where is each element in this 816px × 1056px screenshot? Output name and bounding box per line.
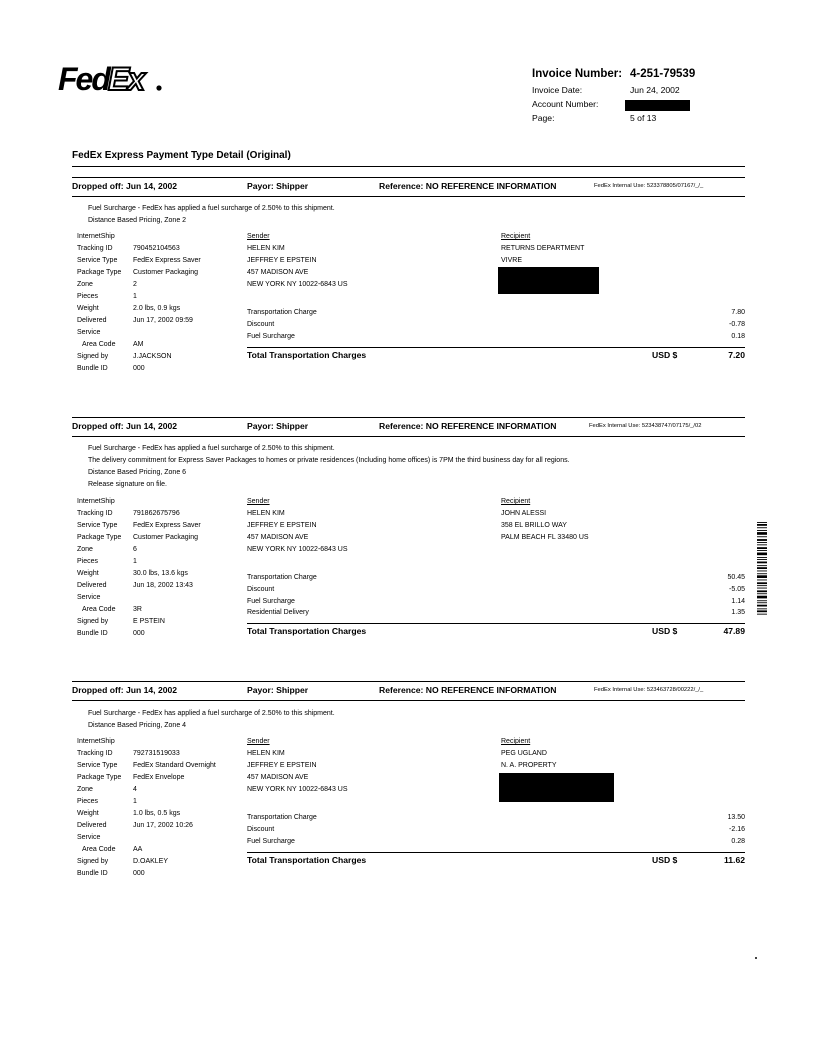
internetship-label: InternetShip [77, 233, 115, 240]
service-type: FedEx Standard Overnight [133, 762, 216, 769]
charge-row [247, 319, 745, 331]
zone: 6 [133, 546, 137, 553]
tracking-id: 792731519033 [133, 750, 180, 757]
zone-label: Zone [77, 786, 93, 793]
charge-label: Fuel Surcharge [247, 333, 295, 340]
stray-mark [755, 957, 757, 959]
section-subrule [72, 436, 745, 437]
sender-line: JEFFREY E EPSTEIN [247, 257, 317, 264]
barcode-bar [757, 544, 767, 545]
service-type-label: Service Type [77, 522, 118, 529]
charge-label: Discount [247, 321, 275, 328]
charge-label: Fuel Surcharge [247, 838, 295, 845]
service-type: FedEx Express Saver [133, 522, 201, 529]
page-row [532, 113, 732, 127]
weight: 30.0 lbs, 13.6 kgs [133, 570, 188, 577]
package-type: FedEx Envelope [133, 774, 185, 781]
package-type: Customer Packaging [133, 534, 198, 541]
barcode-bar [757, 547, 767, 549]
total-row [247, 623, 745, 637]
barcode [757, 522, 767, 616]
sender-line: JEFFREY E EPSTEIN [247, 762, 317, 769]
currency-label: USD $ [652, 626, 678, 636]
charge-label: Fuel Surcharge [247, 598, 295, 605]
delivered: Jun 17, 2002 09:59 [133, 317, 193, 324]
title-rule [72, 166, 745, 167]
recipient-line: RETURNS DEPARTMENT [501, 245, 585, 252]
internetship-label: InternetShip [77, 498, 115, 505]
invoice-date-label: Invoice Date: [532, 85, 583, 95]
area-code: AM [133, 341, 144, 348]
total-amount: 47.89 [723, 626, 745, 636]
service-type: FedEx Express Saver [133, 257, 201, 264]
shipment-notes [88, 443, 570, 491]
bundle-id: 000 [133, 365, 145, 372]
shipment-notes [88, 203, 335, 227]
charge-row [247, 836, 745, 848]
note-line: Distance Based Pricing, Zone 6 [88, 469, 187, 476]
package-type-label: Package Type [77, 774, 122, 781]
sender-line: HELEN KIM [247, 245, 285, 252]
reference: Reference: NO REFERENCE INFORMATION [379, 181, 557, 191]
recipient-block [501, 231, 584, 267]
sender-label: Sender [247, 738, 270, 745]
note-line: Release signature on file. [88, 481, 167, 488]
note-line: Distance Based Pricing, Zone 4 [88, 722, 187, 729]
sender-label: Sender [247, 498, 270, 505]
total-label: Total Transportation Charges [247, 855, 367, 865]
reference: Reference: NO REFERENCE INFORMATION [379, 685, 557, 695]
recipient-line: JOHN ALESSI [501, 510, 547, 517]
barcode-bar [757, 590, 767, 592]
sender-line: NEW YORK NY 10022-6843 US [247, 281, 348, 288]
service-type-label: Service Type [77, 257, 118, 264]
section-header [72, 681, 745, 699]
total-row [247, 347, 745, 361]
dropped-off: Dropped off: Jun 14, 2002 [72, 181, 178, 191]
pieces: 1 [133, 798, 137, 805]
internetship-label: InternetShip [77, 738, 115, 745]
recipient-block [501, 496, 589, 544]
recipient-line: 358 EL BRILLO WAY [501, 522, 567, 529]
barcode-bar [757, 557, 767, 558]
barcode-bar [757, 567, 767, 569]
currency-label: USD $ [652, 350, 678, 360]
invoice-number-label: Invoice Number: [532, 68, 623, 80]
signed-by: D.OAKLEY [133, 858, 169, 865]
sender-line: JEFFREY E EPSTEIN [247, 522, 317, 529]
section-header [72, 177, 745, 195]
zone: 4 [133, 786, 137, 793]
pieces-label: Pieces [77, 558, 99, 565]
area-code-label: Area Code [82, 341, 116, 348]
weight-label: Weight [77, 305, 99, 312]
payor: Payor: Shipper [247, 181, 309, 191]
barcode-bar [757, 600, 767, 601]
charge-label: Residential Delivery [247, 609, 309, 616]
package-type-label: Package Type [77, 534, 122, 541]
recipient-label: Recipient [501, 233, 531, 240]
total-amount: 11.62 [723, 855, 745, 865]
charge-row [247, 572, 745, 584]
service-type-label: Service Type [77, 762, 118, 769]
tracking-label: Tracking ID [77, 510, 113, 517]
total-label: Total Transportation Charges [247, 626, 367, 636]
shipment-section [72, 681, 745, 881]
charge-row [247, 584, 745, 596]
barcode-bar [757, 573, 767, 574]
charge-label: Discount [247, 826, 275, 833]
note-line: Fuel Surcharge - FedEx has applied a fuel surcharge of 2.50% to this shipment. [88, 205, 335, 212]
weight-label: Weight [77, 570, 99, 577]
total-rule [247, 852, 745, 853]
charges-list [247, 572, 745, 619]
barcode-bar [757, 524, 767, 526]
invoice-date-row [532, 85, 732, 99]
charge-amount: 7.80 [731, 309, 745, 316]
shipment-section [72, 177, 745, 377]
delivered: Jun 17, 2002 10:26 [133, 822, 193, 829]
sender-line: HELEN KIM [247, 510, 285, 517]
charge-row [247, 812, 745, 824]
zone: 2 [133, 281, 137, 288]
bundle-id-label: Bundle ID [77, 365, 108, 372]
sender-line: 457 MADISON AVE [247, 534, 309, 541]
bundle-id: 000 [133, 870, 145, 877]
recipient-line: PEG UGLAND [501, 750, 547, 757]
barcode-bar [757, 585, 767, 586]
recipient-line: PALM BEACH FL 33480 US [501, 534, 589, 541]
barcode-bar [757, 550, 767, 551]
service-label: Service [77, 834, 101, 841]
charge-row [247, 331, 745, 343]
area-code: 3R [133, 606, 142, 613]
sender-block [247, 231, 348, 291]
page-title: FedEx Express Payment Type Detail (Original) [72, 150, 291, 161]
delivered: Jun 18, 2002 13:43 [133, 582, 193, 589]
barcode-bar [757, 596, 767, 599]
note-line: Fuel Surcharge - FedEx has applied a fuel surcharge of 2.50% to this shipment. [88, 445, 335, 452]
shipment-section [72, 417, 745, 647]
recipient-block [501, 736, 557, 772]
internal-use: FedEx Internal Use: 523378805/07167/_/_ [594, 183, 704, 189]
total-amount: 7.20 [728, 350, 745, 360]
currency-label: USD $ [652, 855, 678, 865]
package-type-label: Package Type [77, 269, 122, 276]
tracking-label: Tracking ID [77, 245, 113, 252]
charge-row [247, 824, 745, 836]
signed-by-label: Signed by [77, 858, 109, 865]
package-type: Customer Packaging [133, 269, 198, 276]
pieces-label: Pieces [77, 798, 99, 805]
recipient-address-redaction [499, 773, 614, 802]
barcode-bar [757, 522, 767, 523]
pieces: 1 [133, 293, 137, 300]
barcode-bar [757, 562, 767, 564]
barcode-bar [757, 536, 767, 537]
internal-use: FedEx Internal Use: 523438747/07175/_/02 [589, 423, 702, 429]
charges-list [247, 812, 745, 848]
zone-label: Zone [77, 281, 93, 288]
barcode-bar [757, 593, 767, 594]
barcode-bar [757, 530, 767, 531]
signed-by-label: Signed by [77, 353, 109, 360]
delivered-label: Delivered [77, 582, 107, 589]
account-number-row [532, 99, 732, 113]
invoice-number-row [532, 68, 732, 85]
bundle-id: 000 [133, 630, 145, 637]
area-code-label: Area Code [82, 606, 116, 613]
note-line: Fuel Surcharge - FedEx has applied a fuel surcharge of 2.50% to this shipment. [88, 710, 335, 717]
barcode-bar [757, 605, 767, 607]
dropped-off: Dropped off: Jun 14, 2002 [72, 421, 178, 431]
pieces: 1 [133, 558, 137, 565]
bundle-id-label: Bundle ID [77, 630, 108, 637]
barcode-bar [757, 608, 767, 609]
charge-amount: 0.28 [731, 838, 745, 845]
weight-label: Weight [77, 810, 99, 817]
sender-label: Sender [247, 233, 270, 240]
tracking-label: Tracking ID [77, 750, 113, 757]
payor: Payor: Shipper [247, 421, 309, 431]
recipient-address-redaction [498, 267, 599, 294]
sender-block [247, 496, 348, 556]
charges-list [247, 307, 745, 343]
pieces-label: Pieces [77, 293, 99, 300]
total-rule [247, 623, 745, 624]
section-subrule [72, 196, 745, 197]
tracking-id: 791862675796 [133, 510, 180, 517]
fedex-logo [58, 60, 168, 96]
barcode-bar [757, 553, 767, 556]
delivered-label: Delivered [77, 317, 107, 324]
invoice-header [532, 68, 732, 127]
total-rule [247, 347, 745, 348]
charge-amount: -5.05 [729, 586, 745, 593]
svg-text:Ex: Ex [108, 61, 144, 96]
weight: 1.0 lbs, 0.5 kgs [133, 810, 181, 817]
service-label: Service [77, 329, 101, 336]
barcode-bar [757, 559, 767, 560]
svg-text:Fed: Fed [58, 61, 109, 96]
total-row [247, 852, 745, 866]
charge-label: Transportation Charge [247, 574, 317, 581]
barcode-bar [757, 575, 767, 578]
charge-label: Transportation Charge [247, 814, 317, 821]
page-number: 5 of 13 [630, 113, 657, 123]
area-code: AA [133, 846, 143, 853]
charge-amount: -0.78 [729, 321, 745, 328]
charge-row [247, 307, 745, 319]
sender-line: 457 MADISON AVE [247, 774, 309, 781]
barcode-bar [757, 542, 767, 543]
note-line: The delivery commitment for Express Saver Packages to homes or private residences (Including home offices) is 7PM the third business day for all regions. [88, 457, 570, 464]
signed-by-label: Signed by [77, 618, 109, 625]
sender-block [247, 736, 348, 796]
sender-line: 457 MADISON AVE [247, 269, 309, 276]
barcode-bar [757, 539, 767, 541]
barcode-bar [757, 582, 767, 584]
page-label: Page: [532, 113, 555, 123]
tracking-id: 790452104563 [133, 245, 180, 252]
sender-line: NEW YORK NY 10022-6843 US [247, 546, 348, 553]
zone-label: Zone [77, 546, 93, 553]
service-label: Service [77, 594, 101, 601]
barcode-bar [757, 532, 767, 535]
charge-row [247, 607, 745, 619]
charge-amount: -2.16 [729, 826, 745, 833]
recipient-label: Recipient [501, 498, 531, 505]
barcode-bar [757, 580, 767, 581]
weight: 2.0 lbs, 0.9 kgs [133, 305, 181, 312]
recipient-line: N. A. PROPERTY [501, 762, 557, 769]
section-header [72, 417, 745, 435]
note-line: Distance Based Pricing, Zone 2 [88, 217, 187, 224]
charge-amount: 1.14 [731, 598, 745, 605]
delivered-label: Delivered [77, 822, 107, 829]
charge-amount: 0.18 [731, 333, 745, 340]
barcode-bar [757, 588, 767, 589]
shipment-notes [88, 708, 335, 732]
barcode-bar [757, 527, 767, 528]
charge-label: Discount [247, 586, 275, 593]
invoice-date: Jun 24, 2002 [630, 85, 680, 95]
barcode-bar [757, 614, 767, 615]
reference: Reference: NO REFERENCE INFORMATION [379, 421, 557, 431]
internal-use: FedEx Internal Use: 523463728/00222/_/_ [594, 687, 704, 693]
charge-amount: 13.50 [727, 814, 745, 821]
barcode-bar [757, 571, 767, 572]
barcode-bar [757, 565, 767, 566]
recipient-line: VIVRE [501, 257, 523, 264]
total-label: Total Transportation Charges [247, 350, 367, 360]
charge-amount: 50.45 [727, 574, 745, 581]
barcode-bar [757, 602, 767, 603]
recipient-label: Recipient [501, 738, 531, 745]
section-subrule [72, 700, 745, 701]
invoice-number: 4-251-79539 [630, 68, 696, 80]
account-number-label: Account Number: [532, 99, 599, 109]
payor: Payor: Shipper [247, 685, 309, 695]
area-code-label: Area Code [82, 846, 116, 853]
bundle-id-label: Bundle ID [77, 870, 108, 877]
account-number-redaction [625, 100, 690, 111]
dropped-off: Dropped off: Jun 14, 2002 [72, 685, 178, 695]
barcode-bar [757, 610, 767, 612]
signed-by: J.JACKSON [133, 353, 172, 360]
charge-label: Transportation Charge [247, 309, 317, 316]
sender-line: HELEN KIM [247, 750, 285, 757]
signed-by: E PSTEIN [133, 618, 165, 625]
charge-amount: 1.35 [731, 609, 745, 616]
sender-line: NEW YORK NY 10022-6843 US [247, 786, 348, 793]
